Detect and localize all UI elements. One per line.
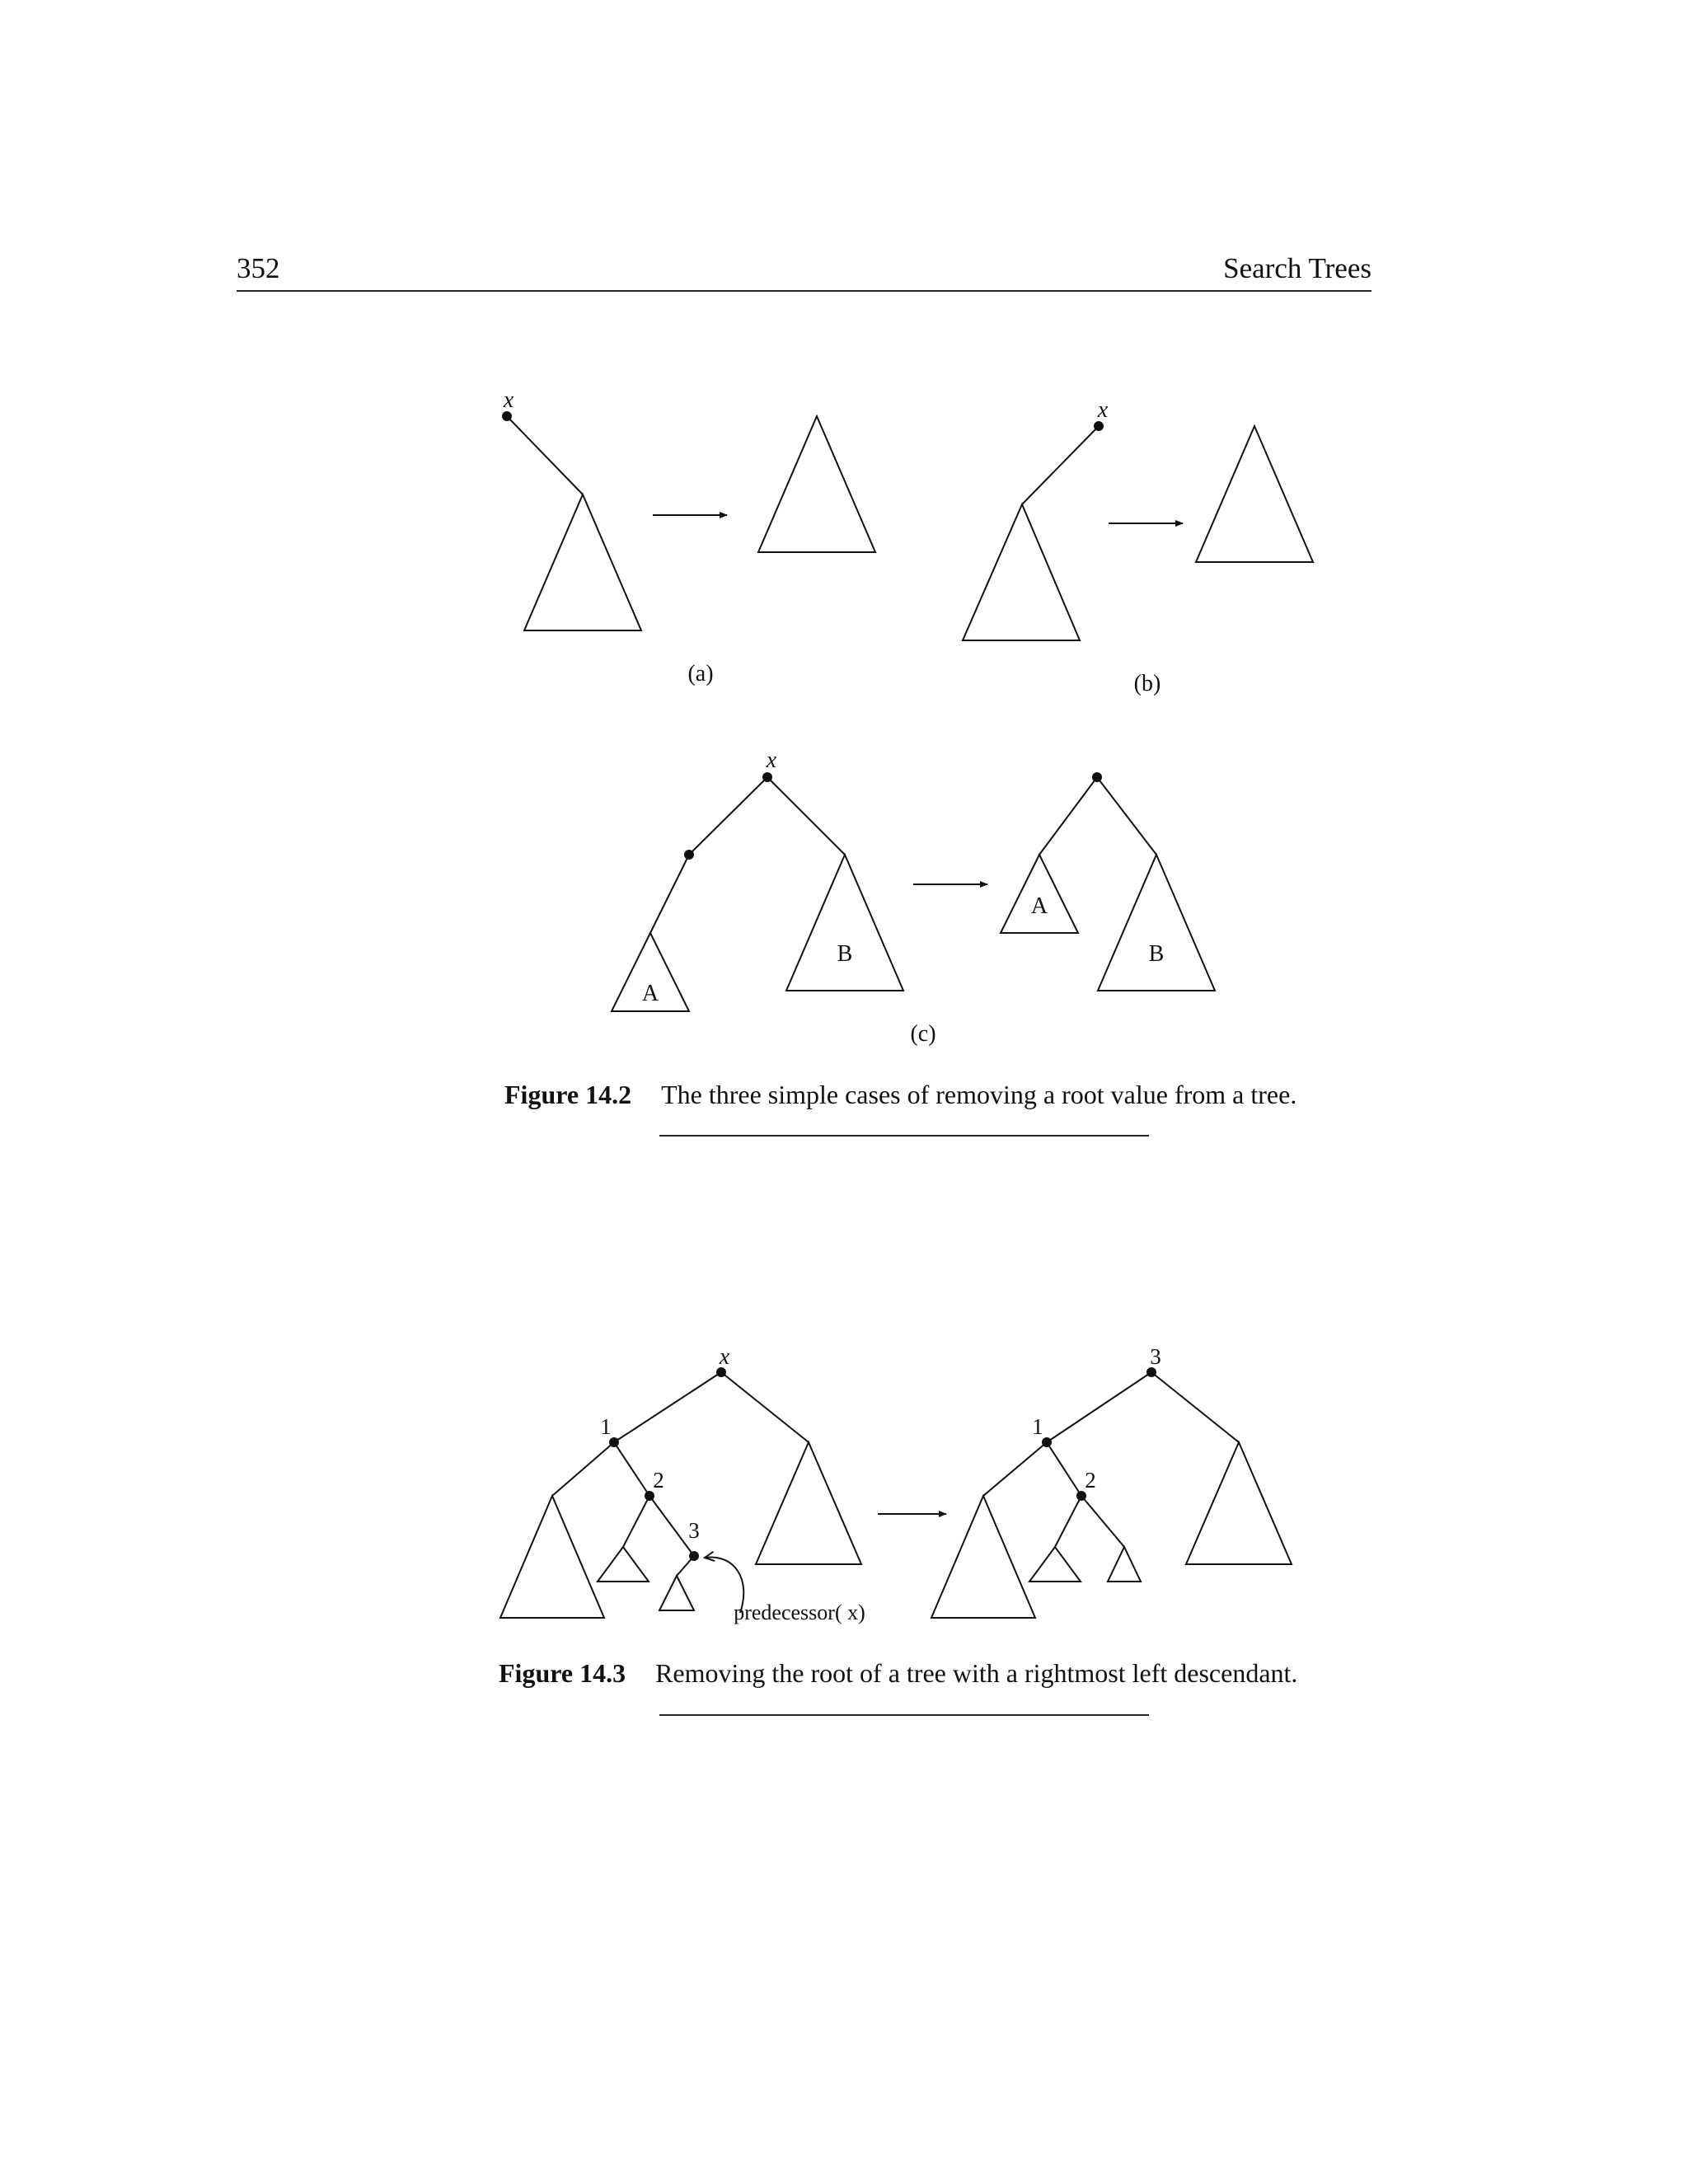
tree-edge [650,855,689,933]
tree-edge [983,1442,1047,1496]
tree-edge [552,1442,614,1496]
caption-label: Figure 14.3 [499,1658,626,1688]
subtree-triangle [1108,1547,1141,1582]
caption-label: Figure 14.2 [504,1080,632,1109]
node-label-3: 3 [1150,1344,1161,1369]
subtree-label-a: A [641,981,659,1006]
tree-edge [507,416,583,494]
page-number: 352 [237,252,280,284]
figure-14-3-caption [499,1658,1297,1689]
node-label-x: x [503,387,514,413]
tree-edge [1047,1372,1151,1442]
figure-14-2-caption [504,1080,1296,1110]
subtree-triangle [598,1547,649,1582]
subtree-label-b: B [1148,941,1165,967]
subfigure-label-c: (c) [910,1021,936,1047]
tree-edge [623,1496,649,1547]
tree-edge [1151,1372,1239,1442]
subtree-triangle [500,1496,604,1618]
tree-edge [721,1372,809,1442]
node-label-x: x [1097,397,1109,423]
node-label-2: 2 [653,1468,664,1493]
tree-edge [1097,777,1156,855]
predecessor-annotation: predecessor( x) [734,1601,865,1624]
subtree-triangle [756,1442,861,1564]
node-label-1: 1 [600,1414,612,1439]
subtree-triangle [1186,1442,1292,1564]
figure-rule [659,1714,1149,1716]
tree-edge [677,1556,694,1576]
tree-edge [649,1496,694,1556]
subtree-triangle-b [1098,855,1215,991]
tree-edge [614,1372,721,1442]
tree-edge [1039,777,1097,855]
tree-edge [1047,1442,1081,1496]
subfigure-label-a: (a) [687,661,714,687]
subtree-label-a: A [1030,893,1048,919]
running-title: Search Trees [1223,252,1372,284]
caption-text: Removing the root of a tree with a rightmost left descendant. [655,1658,1298,1688]
subfigure-label-b: (b) [1133,671,1161,696]
figure-14-2-panel-c [612,772,1215,1011]
subtree-triangle [931,1496,1035,1618]
figure-14-3-after [931,1367,1292,1618]
subtree-label-b: B [837,941,853,967]
caption-text: The three simple cases of removing a root value from a tree. [661,1080,1297,1109]
node-label-2: 2 [1085,1468,1096,1493]
node-label-3: 3 [688,1518,700,1543]
tree-edge [689,777,767,855]
tree-edge [767,777,845,855]
node-label-x: x [766,748,777,773]
tree-edge [1022,426,1099,504]
tree-edge [1081,1496,1124,1547]
subtree-triangle [524,494,641,630]
figure-14-2-panel-b [963,421,1313,640]
tree-edge [614,1442,649,1496]
subtree-triangle [1029,1547,1081,1582]
subtree-triangle [659,1576,694,1610]
tree-edge [1055,1496,1081,1547]
figure-14-3-before [500,1367,946,1618]
subtree-triangle [1196,426,1313,562]
subtree-triangle [758,416,875,552]
figure-14-2-panel-a [502,411,875,630]
subtree-triangle [963,504,1080,640]
node-label-x: x [719,1344,730,1370]
subtree-triangle-b [786,855,903,991]
node-label-1: 1 [1032,1414,1043,1439]
figure-rule [659,1135,1149,1137]
